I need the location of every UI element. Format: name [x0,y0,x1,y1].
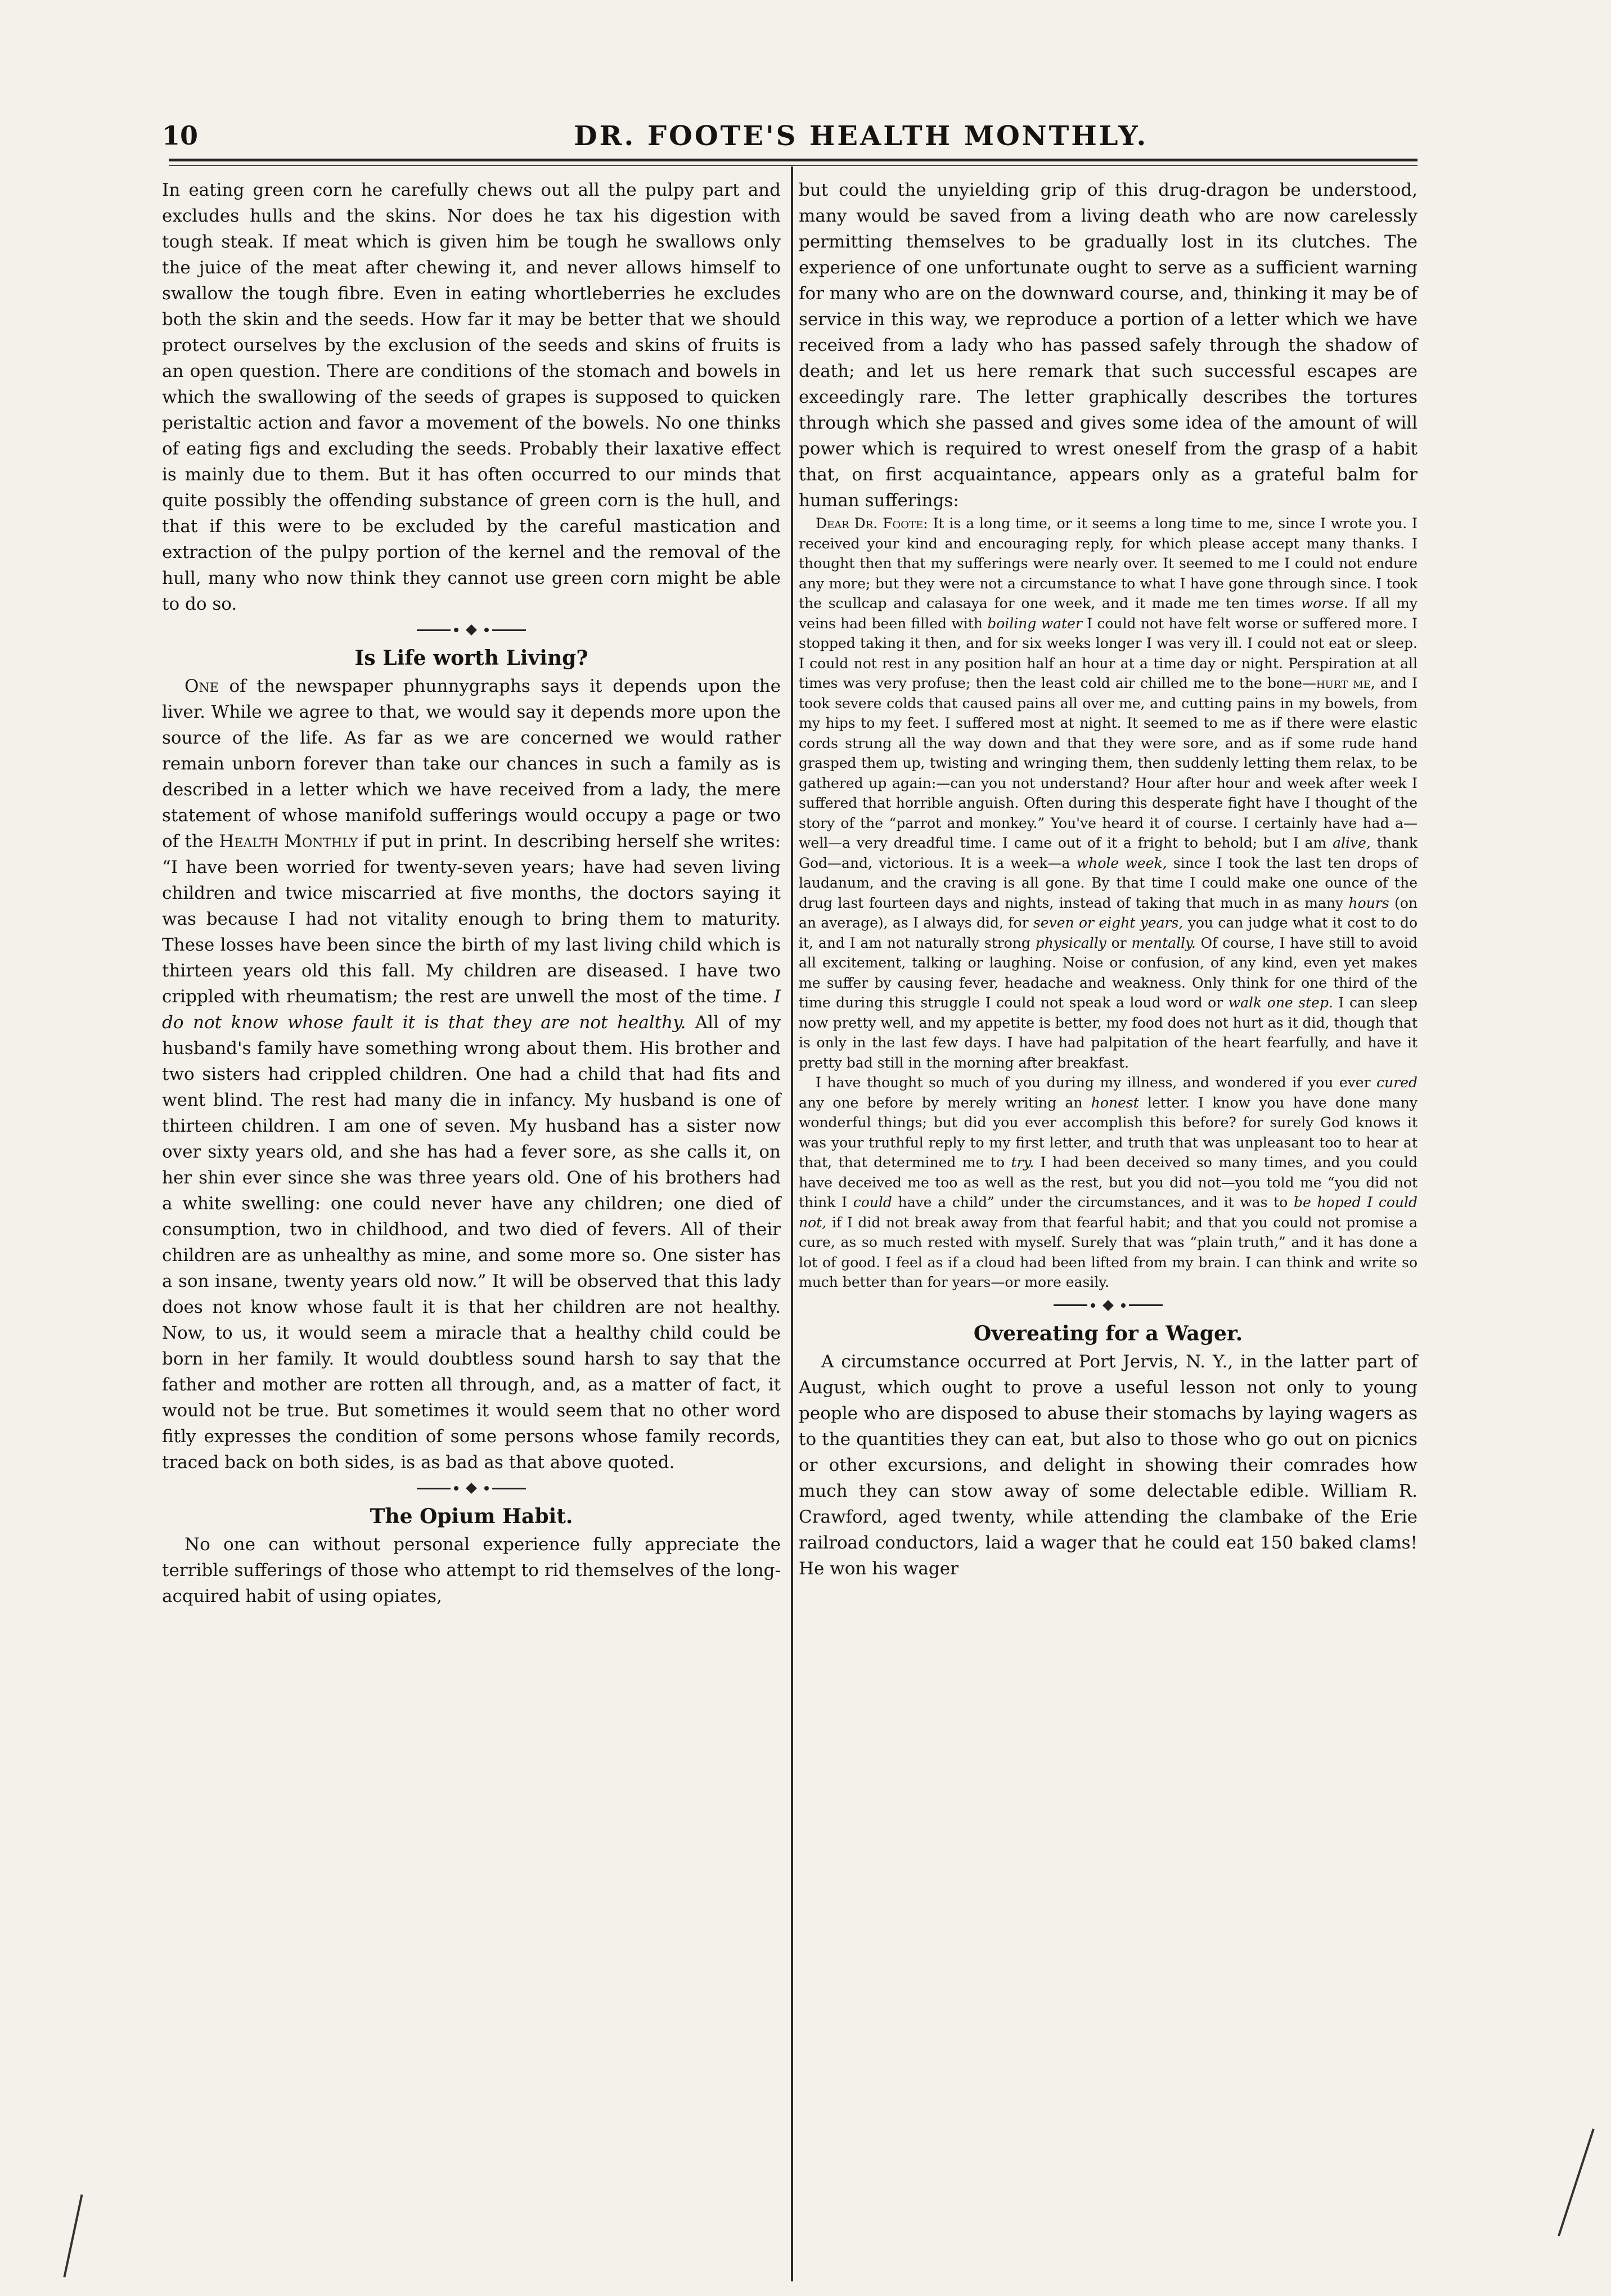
letter-paragraph-1: Dear Dr. Foote: It is a long time, or it seems a long time to me, since I wrote you. I received your kind and encouraging reply, for which please accept many thanks. I thought then that my sufferings were nearly over. It seemed to me I could not endure any more; but they were not a circumstance to what I have gone through since. I took the scullcap and calasaya for one week, and it made me ten times worse. If all my veins had been filled with boiling water I could not have felt worse or suffered more. I stopped taking it then, and for six weeks longer I was very ill. I could not eat or sleep. I could not rest in any position half an hour at a time day or night. Perspiration at all times was very profuse; then the least cold air chilled me to the bone—hurt me, and I took severe colds that caused pains all over me, and cutting pains in my bowels, from my hips to my feet. I suffered most at night. It seemed to me as if there were elastic cords strung all the way down and that they were sore, and as if some rude hand grasped them up, twisting and wringing them, then suddenly letting them relax, to be gathered up again:—can you not understand? Hour after hour and week after week I suffered that horrible anguish. Often during this desperate fight have I thought of the story of the “parrot and monkey.” You've heard it of course. I certainly have had a—well—a very dreadful time. I came out of it a fright to behold; but I am alive, thank God—and, victorious. It is a week—a whole week, since I took the last ten drops of laudanum, and the craving is all gone. By that time I could make one ounce of the drug last fourteen days and nights, instead of taking that much in as many hours (on an average), as I always did, for seven or eight years, you can judge what it cost to do it, and I am not naturally strong physically or mentally. Of course, I have still to avoid all excitement, talking or laughing. Noise or confusion, of any kind, even yet makes me suffer by causing fever, headache and weakness. Only think for one third of the time during this struggle I could not speak a loud word or walk one step. I can sleep now pretty well, and my appetite is better, my food does not hurt as it did, though that is only in the last few days. I have had palpitation of the heart fearfully, and have it pretty bad still in the morning after breakfast. [799,515,1418,1071]
article-life-paragraph: One of the newspaper phunnygraphs says it depends upon the liver. While we agree to that, we would say it depends more upon the source of the life. As far as we are concerned we would rather remain unborn forever than take our chances in such a family as is described in a letter which we have received from a lady, the mere statement of whose manifold sufferings would occupy a page or two of the Health Monthly if put in print. In describing herself she writes: “I have been worried for twenty-seven years; have had seven living children and twice miscarried at five months, the doctors saying it was because I had not vitality enough to bring them to maturity. These losses have been since the birth of my last living child which is thirteen years old this fall. My children are diseased. I have two crippled with rheumatism; the rest are unwell the most of the time. I do not know whose fault it is that they are not healthy. All of my husband's family have something wrong about them. His brother and two sisters had crippled children. One had a child that had fits and went blind. The rest had many die in infancy. My husband is one of thirteen children. I am one of seven. My husband has a sister now over sixty years old, and she has had a fever sore, as she calls it, on her shin ever since she was three years old. One of his brothers had a white swelling: one could never have any children; one died of consumption, two in childhood, and two died of fevers. All of their children are as unhealthy as mine, and some more so. One sister has a son insane, twenty years old now.” It will be observed that this lady does not know whose fault it is that her children are not healthy. Now, to us, it would seem a miracle that a healthy child could be born in her family. It would doubtless sound harsh to say that the father and mother are rotten all through, and, as a matter of fact, it would not be true. But sometimes it would seem that no other word fitly expresses the condition of some persons whose family records, traced back on both sides, is as bad as that above quoted. [162,676,781,1473]
header-rule [169,159,1418,161]
scan-mark [1558,2128,1595,2236]
scan-mark [63,2194,83,2277]
letter-salutation: Dear Dr. Foote: [816,515,928,532]
page-number: 10 [162,120,199,151]
article-opium-paragraph: No one can without personal experience fully appreciate the terrible sufferings of those who attempt to rid themselves of the long-acquired habit of using opiates, [162,1534,781,1606]
running-title: DR. FOOTE'S HEALTH MONTHLY. [574,120,1149,152]
letter-paragraph-2: I have thought so much of you during my illness, and wondered if you ever cured any one before by merely writing an honest letter. I know you have done many wonderful things; but did you ever accomplish this before? for surely God knows it was your truthful reply to my first letter, and truth that was unpleasant too to hear at that, that determined me to try. I had been deceived so many times, and you could have deceived me too as well as the rest, but you did not—you told me “you did not think I could have a child” under the circumstances, and it was to be hoped I could not, if I did not break away from that fearful habit; and that you could not promise a cure, as so much rested with myself. Surely that was “plain truth,” and it has done a lot of good. I feel as if a cloud had been lifted from my brain. I can think and write so much better than for years—or more easily. [799,1074,1418,1290]
lead-in: One [184,676,219,696]
italic-quote: I do not know whose fault it is that they are not healthy. [162,987,781,1033]
right-column [799,177,1418,1582]
column-divider [791,166,793,2281]
section-title-overeating: Overeating for a Wager. [973,1321,1243,1345]
journal-name: Health Monthly [219,831,358,852]
opium-continuation: but could the unyielding grip of this drug-dragon be understood, many would be saved from a living death who are now carelessly permitting themselves to be gradually lost in its clutches. The experience of one unfortunate ought to serve as a sufficient warning for many who are on the downward course, and, thinking it may be of service in this way, we reproduce a portion of a letter which we have received from a lady who has passed safely through the shadow of death; and let us here remark that such successful escapes are exceedingly rare. The letter graphically describes the tortures through which she passed and gives some idea of the amount of will power which is required to wrest oneself from the grasp of a habit that, on first acquaintance, appears only as a grateful balm for human sufferings: [799,180,1418,511]
left-column [162,177,781,1609]
intro-paragraph: In eating green corn he carefully chews out all the pulpy part and excludes hulls and the skins. Nor does he tax his digestion with tough steak. If meat which is given him be tough he swallows only the juice of the meat after chewing it, and never allows himself to swallow the tough fibre. Even in eating whortleberries he excludes both the skin and the seeds. How far it may be better that we should protect ourselves by the exclusion of the seeds and skins of fruits is an open question. There are conditions of the stomach and bowels in which the swallowing of the seeds of grapes is supposed to quicken peristaltic action and favor a movement of the bowels. No one thinks of eating figs and excluding the seeds. Probably their laxative effect is mainly due to them. But it has often occurred to our minds that quite possibly the offending substance of green corn is the hull, and that if this were to be excluded by the careful mastication and extraction of the pulpy portion of the kernel and the removal of the hull, many who now think they cannot use green corn might be able to do so. [162,180,781,614]
article-overeating-paragraph: A circumstance occurred at Port Jervis, N. Y., in the latter part of August, which ought to prove a useful lesson not only to young people who are disposed to abuse their stomachs by laying wagers as to the quantities they can eat, but also to those who go out on picnics or other excursions, and delight in showing their comrades how much they can stow away of some delectable edible. William R. Crawford, aged twenty, while attending the clambake of the Erie railroad conductors, laid a wager that he could eat 150 baked clams! He won his wager [799,1351,1418,1579]
section-ornament [162,622,781,638]
section-title-opium: The Opium Habit. [370,1505,573,1528]
section-ornament [799,1297,1418,1314]
section-ornament [162,1480,781,1497]
section-title-life: Is Life worth Living? [354,646,588,670]
